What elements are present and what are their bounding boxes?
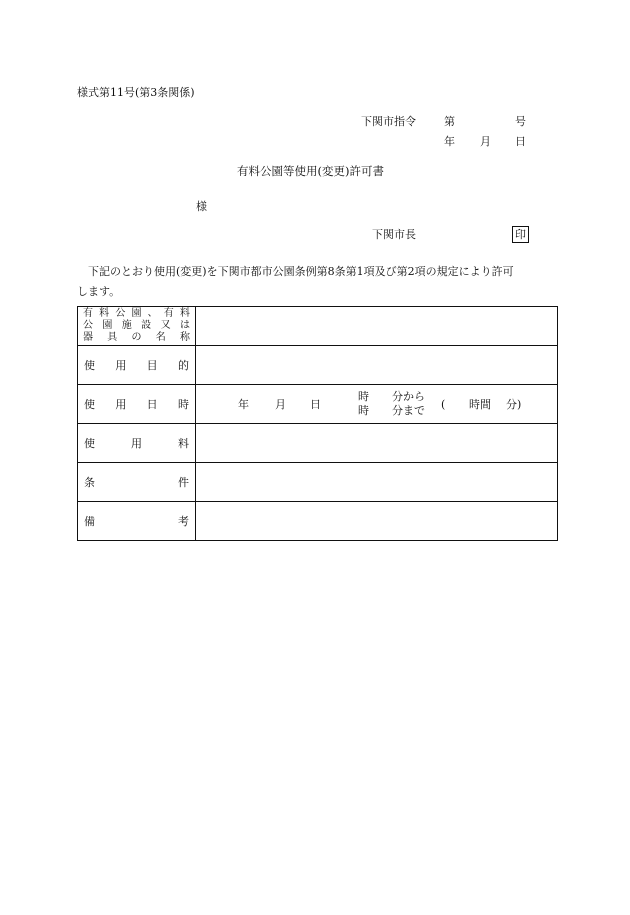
addressee-suffix: 様 — [196, 200, 207, 213]
value-facility-name[interactable] — [196, 307, 558, 346]
intro-line-1: 下記のとおり使用(変更)を下関市都市公園条例第8条第1項及び第2項の規定により許可 — [88, 265, 514, 278]
dt-hours: 時間 — [469, 398, 491, 411]
dt-paren-open: ( — [441, 398, 446, 411]
dt-min-to: 分まで — [392, 404, 425, 417]
dt-month: 月 — [275, 398, 286, 411]
label-purpose: 使 用 目 的 — [78, 346, 196, 385]
label-fee: 使 用 料 — [78, 424, 196, 463]
number-go: 号 — [515, 115, 526, 128]
mayor-label: 下関市長 — [372, 228, 416, 241]
label-facility-line-3: 器 具 の 名 称 — [83, 332, 190, 343]
date-month: 月 — [480, 135, 491, 148]
date-day: 日 — [515, 135, 526, 148]
issuer-label: 下関市指令 — [361, 115, 416, 128]
label-conditions: 条 件 — [78, 463, 196, 502]
dt-hour-to: 時 — [358, 404, 369, 417]
value-purpose[interactable] — [196, 346, 558, 385]
label-facility-line-2: 公 園 施 設 又 は — [83, 320, 190, 331]
intro-line-2: します。 — [77, 285, 121, 298]
number-dai: 第 — [444, 115, 455, 128]
value-fee[interactable] — [196, 424, 558, 463]
table-row — [78, 385, 558, 424]
dt-hour-from: 時 — [358, 390, 369, 403]
value-remarks[interactable] — [196, 502, 558, 541]
dt-year: 年 — [238, 398, 249, 411]
seal-mark: 印 — [512, 226, 529, 243]
date-year: 年 — [444, 135, 455, 148]
dt-day: 日 — [310, 398, 321, 411]
value-conditions[interactable] — [196, 463, 558, 502]
label-facility-name — [78, 307, 196, 346]
form-number: 様式第11号(第3条関係) — [77, 86, 195, 99]
table-row — [78, 502, 558, 541]
permit-table — [77, 306, 558, 541]
dt-minutes: 分) — [506, 398, 522, 411]
table-row — [78, 424, 558, 463]
label-datetime: 使 用 日 時 — [78, 385, 196, 424]
table-row — [78, 307, 558, 346]
value-datetime[interactable] — [196, 385, 558, 424]
document-title: 有料公園等使用(変更)許可書 — [237, 164, 384, 178]
table-row — [78, 463, 558, 502]
intro-text — [77, 262, 555, 302]
table-row — [78, 346, 558, 385]
dt-min-from: 分から — [392, 390, 425, 403]
label-remarks: 備 考 — [78, 502, 196, 541]
label-facility-line-1: 有 料 公 園 、 有 料 — [83, 308, 190, 319]
